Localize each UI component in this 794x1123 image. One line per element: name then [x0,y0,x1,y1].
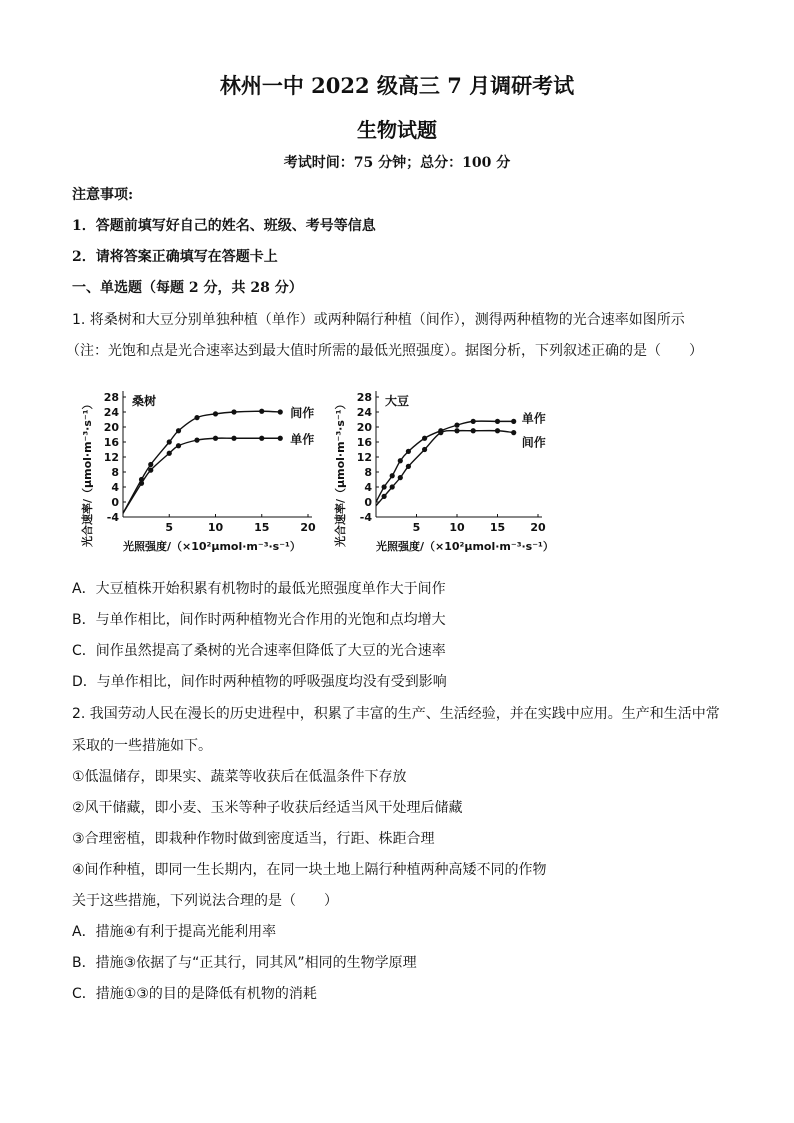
y-tick-label: 8 [111,466,119,479]
data-point [176,443,181,448]
data-point [406,464,411,469]
data-point [511,419,516,424]
x-tick-label: 10 [207,521,224,534]
data-point [231,436,236,441]
data-point [176,428,181,433]
y-tick-label: -4 [359,511,372,524]
y-tick-label: -4 [106,511,119,524]
question-stem: 采取的一些措施如下。 [72,738,212,754]
series-label: 间作 [521,435,546,450]
data-point [511,430,516,435]
option-a: A．大豆植株开始积累有机物时的最低光照强度单作大于间作 [72,581,446,597]
x-tick-label: 5 [165,521,174,534]
option-c: C．间作虽然提高了桑树的光合速率但降低了大豆的光合速率 [72,643,446,659]
data-point [194,438,199,443]
series-line [123,438,280,513]
y-tick-label: 0 [111,496,119,509]
x-axis-label: 光照强度/（×10²μmol·m⁻³·s⁻¹） [123,540,301,553]
data-point [259,436,264,441]
y-tick-label: 20 [103,421,119,434]
y-tick-label: 20 [356,421,372,434]
data-point [471,419,476,424]
data-point [278,409,283,414]
measure-item: ①低温储存，即果实、蔬菜等收获后在低温条件下存放 [72,769,407,785]
y-tick-label: 4 [111,481,119,494]
x-tick-label: 15 [254,521,270,534]
measure-item: ④间作种植，即同一生长期内，在同一块土地上隔行种植两种高矮不同的作物 [72,862,547,878]
option-d: D．与单作相比，间作时两种植物的呼吸强度均没有受到影响 [72,674,447,690]
x-tick-label: 20 [300,521,316,534]
data-point [148,468,153,473]
x-tick-label: 20 [530,521,546,534]
y-axis-label: 光合速率/（μmol·m⁻³·s⁻¹） [334,398,347,547]
series-line [123,411,280,513]
option-b: B．措施③依据了与“正其行，同其风”相同的生物学原理 [72,955,417,971]
exam-info: 考试时间：75 分钟；总分：100 分 [283,155,511,171]
data-point [398,458,403,463]
x-axis-label: 光照强度/（×10²μmol·m⁻³·s⁻¹） [376,540,554,553]
data-point [382,494,387,499]
data-point [390,473,395,478]
data-point [454,423,459,428]
data-point [495,428,500,433]
chart-soybean [333,391,554,553]
y-tick-label: 0 [364,496,372,509]
data-point [471,428,476,433]
data-point [139,481,144,486]
chart-mulberry [80,391,316,553]
y-tick-label: 28 [103,391,119,404]
question-stem: 1. 将桑树和大豆分别单独种植（单作）或两种隔行种植（间作），测得两种植物的光合速率如图所示 [72,312,685,328]
measure-item: ③合理密植，即栽种作物时做到密度适当，行距、株距合理 [72,831,435,847]
x-tick-label: 15 [489,521,506,534]
series-label: 单作 [521,411,546,426]
subject-title: 生物试题 [357,118,437,142]
data-point [422,436,427,441]
y-tick-label: 24 [103,406,119,419]
question-prompt: 关于这些措施，下列说法合理的是（ ） [72,893,338,909]
photosynthesis-figure [76,372,596,564]
notice-item: 1．答题前填写好自己的姓名、班级、考号等信息 [72,218,376,234]
y-axis-label: 光合速率/（μmol·m⁻³·s⁻¹） [81,398,94,547]
data-point [167,439,172,444]
data-point [213,411,218,416]
x-tick-label: 5 [412,521,421,534]
data-point [259,409,264,414]
notice-heading: 注意事项: [72,187,134,203]
question-stem: （注：光饱和点是光合速率达到最大值时所需的最低光照强度）。据图分析，下列叙述正确的是（ ） [66,343,703,359]
data-point [398,475,403,480]
y-tick-label: 16 [103,436,119,449]
data-point [406,449,411,454]
chart-title: 桑树 [132,394,157,408]
data-point [422,447,427,452]
y-tick-label: 8 [364,466,372,479]
y-tick-label: 4 [364,481,372,494]
exam-title: 林州一中 2022 级高三 7 月调研考试 [219,73,575,98]
option-c: C．措施①③的目的是降低有机物的消耗 [72,986,317,1002]
series-line [376,421,514,502]
data-point [194,415,199,420]
y-tick-label: 24 [356,406,372,419]
data-point [390,484,395,489]
data-point [213,436,218,441]
data-point [438,430,443,435]
option-b: B．与单作相比，间作时两种植物光合作用的光饱和点均增大 [72,612,446,628]
y-tick-label: 12 [356,451,372,464]
x-tick-label: 10 [449,521,465,534]
data-point [167,451,172,456]
y-tick-label: 12 [103,451,119,464]
y-tick-label: 16 [356,436,372,449]
chart-title: 大豆 [385,394,410,408]
data-point [231,409,236,414]
y-tick-label: 28 [356,391,372,404]
section-heading: 一、单选题（每题 2 分，共 28 分） [72,280,303,296]
series-label: 单作 [290,432,315,447]
notice-item: 2．请将答案正确填写在答题卡上 [72,249,278,265]
data-point [495,419,500,424]
data-point [382,484,387,489]
data-point [148,462,153,467]
data-point [454,428,459,433]
option-a: A．措施④有利于提高光能利用率 [72,924,277,940]
series-label: 间作 [290,406,315,420]
question-stem: 2. 我国劳动人民在漫长的历史进程中，积累了丰富的生产、生活经验，并在实践中应用。生产和生活中常 [72,706,720,722]
measure-item: ②风干储藏，即小麦、玉米等种子收获后经适当风干处理后储藏 [72,800,463,816]
data-point [278,436,283,441]
